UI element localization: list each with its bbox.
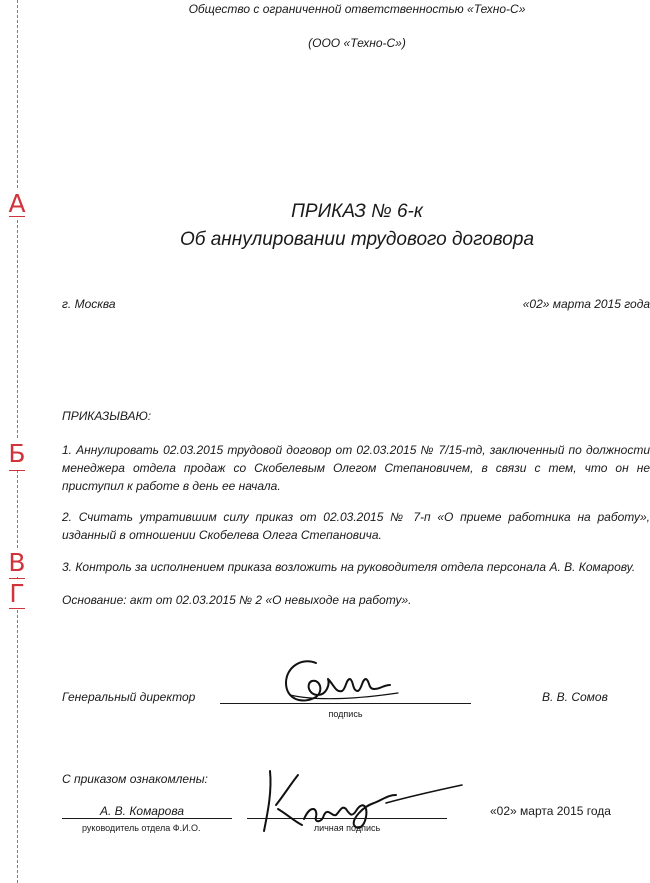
order-item-3: 3. Контроль за исполнением приказа возложить на руководителя отдела персонала А. В. Комарову. xyxy=(62,560,636,574)
organization-full-name: Общество с ограниченной ответственностью «Техно-С» xyxy=(188,2,526,16)
order-subtitle: Об аннулировании трудового договора xyxy=(179,229,535,250)
place: г. Москва xyxy=(62,297,116,311)
marker-g: Г xyxy=(5,580,29,608)
acquaint-role-caption: руководитель отдела Ф.И.О. xyxy=(82,823,201,833)
marker-tick xyxy=(9,470,25,471)
organization-short-name: (ООО «Техно-С») xyxy=(308,36,406,50)
employee-signature-image xyxy=(258,765,478,835)
acquaint-employee-name: А. В. Комарова xyxy=(99,804,184,818)
director-position: Генеральный директор xyxy=(62,690,196,704)
acquaint-name-line xyxy=(62,818,232,819)
director-signature-caption: подпись xyxy=(328,709,363,719)
marker-v: В xyxy=(5,549,29,577)
director-signature-image xyxy=(276,655,416,709)
order-item-1: 1. Аннулировать 02.03.2015 трудовой договор от 02.03.2015 № 7/15-тд, заключенный по должности менеджера отдела продаж со Скобелевым Олегом Степановичем, в связи с тем, что он не приступил к работе в день ее начала. xyxy=(62,443,650,493)
order-date: «02» марта 2015 года xyxy=(522,297,650,311)
marker-b: Б xyxy=(5,440,29,468)
marker-tick xyxy=(9,608,25,609)
acquaint-heading: С приказом ознакомлены: xyxy=(62,772,208,786)
marker-a: А xyxy=(5,190,29,218)
acquaint-date: «02» марта 2015 года xyxy=(490,804,611,818)
acquaint-signature-caption: личная подпись xyxy=(313,823,381,833)
order-item-2: 2. Считать утратившим силу приказ от 02.03.2015 № 7-п «О приеме работника на работу», изданный в отношении Скобелева Олега Степановича. xyxy=(62,510,650,542)
order-title: ПРИКАЗ № 6-к xyxy=(291,201,423,222)
order-word: ПРИКАЗЫВАЮ: xyxy=(62,409,152,423)
director-name: В. В. Сомов xyxy=(542,690,608,704)
order-basis: Основание: акт от 02.03.2015 № 2 «О невыходе на работу». xyxy=(62,593,412,607)
